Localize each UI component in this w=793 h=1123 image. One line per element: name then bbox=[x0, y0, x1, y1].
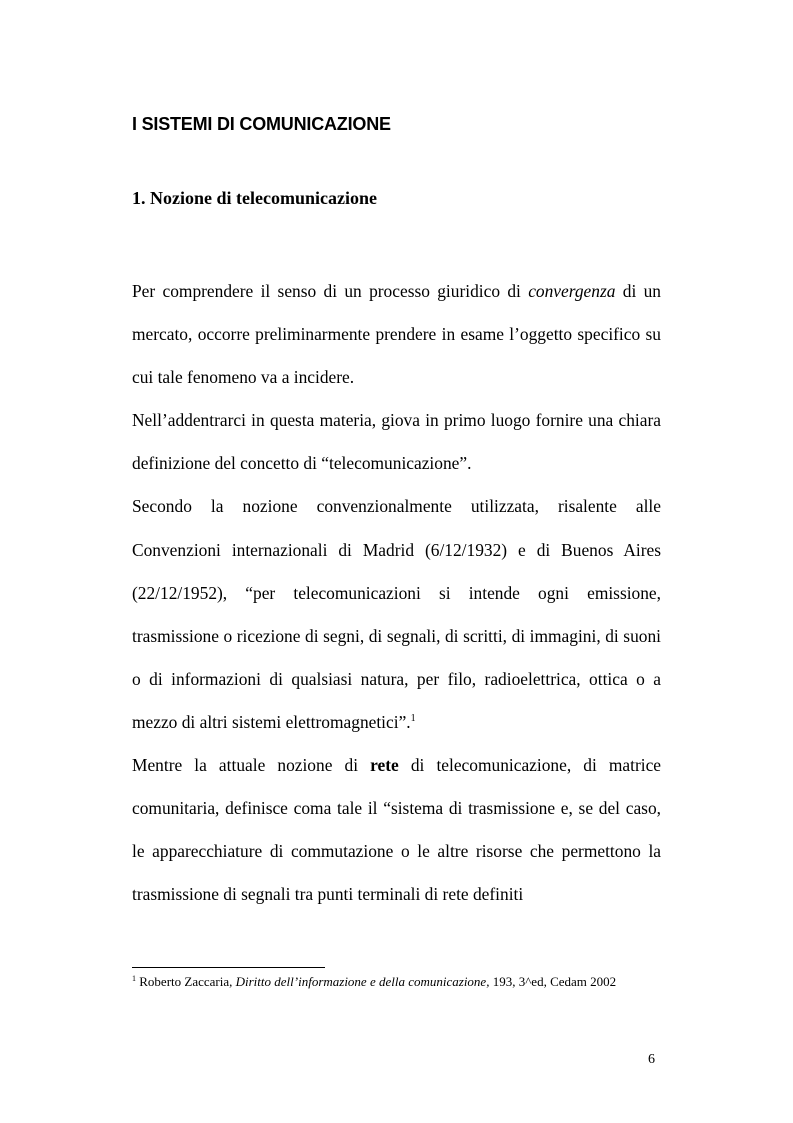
paragraph-3-text: Secondo la nozione convenzionalmente utilizzata, risalente alle Convenzioni internazionali di Madrid (6/12/1932) e di Buenos Aires (22/12/1952), “per telecomunicazioni si intende ogni emissione, trasmissione o ricezione di segni, di segnali, di scritti, di immagini, di suoni o di informazioni di qualsiasi natura, per filo, radioelettrica, ottica o a mezzo di altri sistemi elettromagnetici”. bbox=[132, 496, 661, 732]
footnote-reference[interactable]: 1 bbox=[410, 712, 416, 724]
footnote-details: 193, 3^ed, Cedam 2002 bbox=[489, 974, 617, 989]
paragraph-3 bbox=[132, 485, 661, 744]
paragraph-1-text-end: di un mercato, occorre preliminarmente prendere in esame l’oggetto specifico su cui tale fenomeno va a incidere. bbox=[132, 281, 661, 388]
body-text bbox=[132, 270, 661, 916]
footnote-separator bbox=[132, 967, 325, 968]
paragraph-4-bold-term: rete bbox=[370, 755, 399, 776]
paragraph-4 bbox=[132, 744, 661, 916]
footnote-number: 1 bbox=[132, 974, 136, 983]
footnote-work-title: Diritto dell’informazione e della comunicazione, bbox=[235, 974, 490, 989]
footnote-author: Roberto Zaccaria, bbox=[136, 974, 236, 989]
paragraph-1 bbox=[132, 270, 661, 399]
chapter-title: I SISTEMI DI COMUNICAZIONE bbox=[132, 114, 391, 134]
footnote bbox=[132, 974, 616, 990]
paragraph-2: Nell’addentrarci in questa materia, giova in primo luogo fornire una chiara definizione del concetto di “telecomunicazione”. bbox=[132, 410, 661, 474]
paragraph-4-text-end: di telecomunicazione, di matrice comunitaria, definisce coma tale il “sistema di trasmissione e, se del caso, le apparecchiature di commutazione o le altre risorse che permettono la trasmissione di segnali tra punti terminali di rete definiti bbox=[132, 755, 662, 905]
section-title: 1. Nozione di telecomunicazione bbox=[132, 188, 377, 208]
paragraph-1-text-start: Per comprendere il senso di un processo giuridico di bbox=[132, 281, 529, 301]
paragraph-4-text-start: Mentre la attuale nozione di bbox=[132, 755, 371, 776]
page-number: 6 bbox=[648, 1052, 655, 1067]
paragraph-1-emphasis: convergenza bbox=[528, 281, 616, 301]
